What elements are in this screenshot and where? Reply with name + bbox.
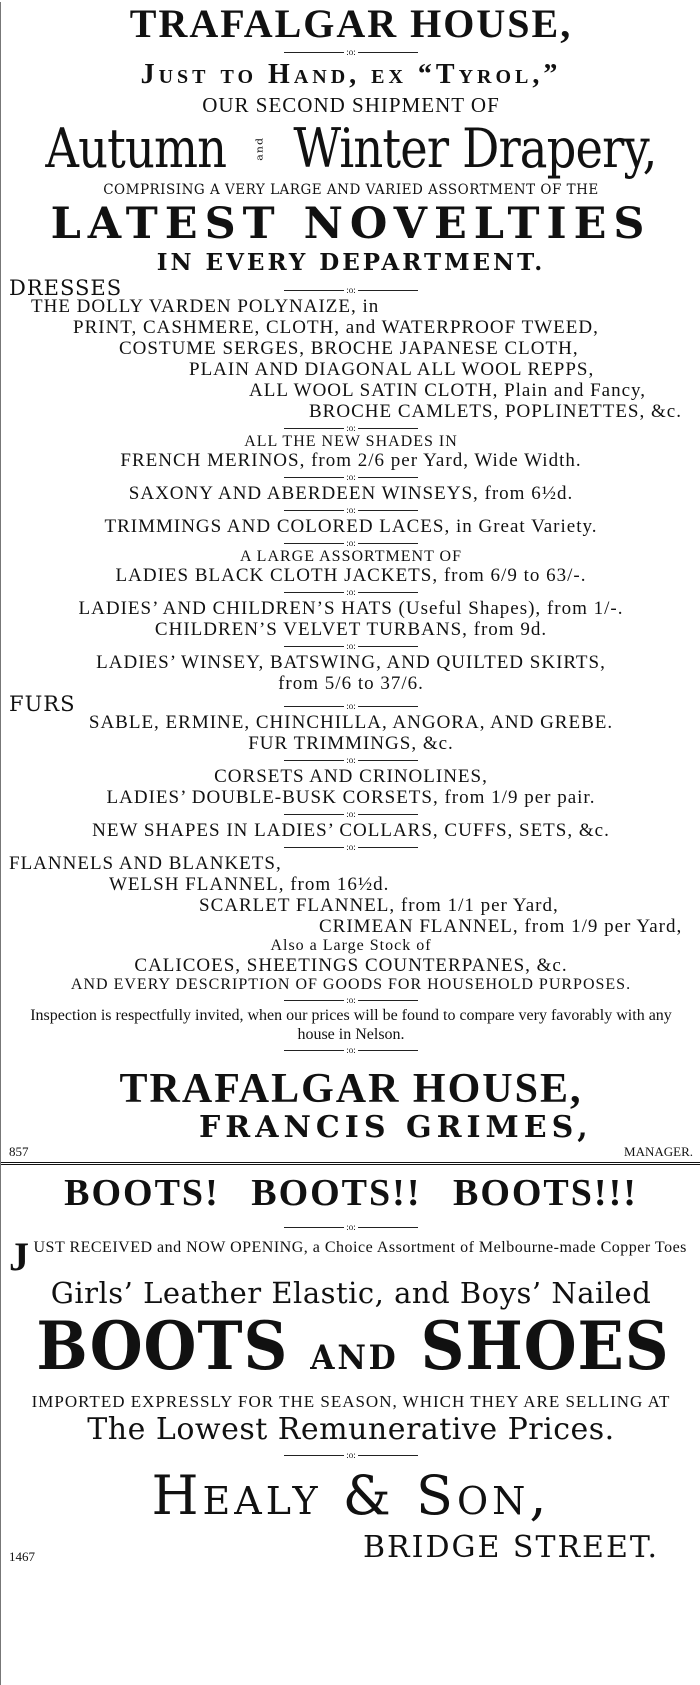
- boots-and-shoes: [36, 1307, 670, 1393]
- separator: :o:: [9, 1221, 693, 1233]
- ad-divider-rule: [1, 1162, 700, 1165]
- merinos-line: FRENCH MERINOS, from 2/6 per Yard, Wide Width.: [120, 450, 582, 471]
- separator: :o:: [9, 471, 693, 483]
- corsets-line: CORSETS AND CRINOLINES,: [214, 766, 488, 787]
- just-to-hand: Just to Hand, ex “Tyrol,”: [140, 59, 562, 90]
- household-line: AND EVERY DESCRIPTION OF GOODS FOR HOUSEHOLD PURPOSES.: [70, 976, 632, 993]
- trimmings-line: TRIMMINGS AND COLORED LACES, in Great Variety.: [104, 516, 598, 537]
- drop-cap: J: [9, 1234, 30, 1279]
- separator: :o:: [9, 537, 693, 549]
- boots-word: BOOTS: [36, 1307, 289, 1385]
- dresses-line: THE DOLLY VARDEN POLYNAIZE, in: [31, 296, 380, 317]
- skirts-line: LADIES’ WINSEY, BATSWING, AND QUILTED SKIRTS,: [96, 652, 606, 673]
- trafalgar-ref-row: [9, 1144, 693, 1160]
- separator: :o:: [9, 808, 693, 820]
- francis-grimes: FRANCIS GRIMES,: [199, 1110, 593, 1145]
- comprising-line: COMPRISING A VERY LARGE AND VARIED ASSORTMENT OF THE: [103, 182, 599, 198]
- separator: :o:: [9, 46, 693, 58]
- welsh-flannel-line: WELSH FLANNEL, from 16½d.: [109, 874, 390, 895]
- merinos-intro: ALL THE NEW SHADES IN: [244, 433, 458, 450]
- imported-line: IMPORTED EXPRESSLY FOR THE SEASON, WHICH THEY ARE SELLING AT: [31, 1392, 671, 1411]
- winseys-line: SAXONY AND ABERDEEN WINSEYS, from 6½d.: [128, 483, 574, 504]
- hats-line: LADIES’ AND CHILDREN’S HATS (Useful Shapes), from 1/-.: [78, 598, 624, 619]
- girls-boys-line: Girls’ Leather Elastic, and Boys’ Nailed: [50, 1276, 652, 1310]
- just-received-text: UST RECEIVED and NOW OPENING, a Choice Assortment of Melbourne-made Copper Toes: [33, 1239, 687, 1256]
- shoes-word: SHOES: [420, 1307, 670, 1385]
- inspection-paragraph: Inspection is respectfully invited, when our prices will be found to compare very favorably with any house in Nelson.: [30, 1007, 672, 1043]
- separator: :o:: [9, 640, 693, 652]
- lowest-prices: The Lowest Remunerative Prices.: [87, 1412, 615, 1447]
- separator: :o:: [9, 422, 693, 434]
- autumn-word: Autumn: [45, 117, 227, 180]
- crimean-flannel-line: CRIMEAN FLANNEL, from 1/9 per Yard,: [319, 916, 683, 937]
- jackets-intro: A LARGE ASSORTMENT OF: [240, 548, 462, 565]
- ad-reference-number: 1467: [9, 1549, 35, 1564]
- double-busk-line: LADIES’ DOUBLE-BUSK CORSETS, from 1/9 per pair.: [106, 787, 596, 808]
- jackets-line: LADIES BLACK CLOTH JACKETS, from 6/9 to 63/-.: [115, 565, 587, 586]
- dresses-heading: DRESSES: [9, 276, 123, 300]
- also-large-stock: Also a Large Stock of: [270, 937, 432, 954]
- trafalgar-title: TRAFALGAR HOUSE,: [129, 1, 573, 46]
- scarlet-flannel-line: SCARLET FLANNEL, from 1/1 per Yard,: [199, 895, 559, 916]
- separator: :o:: [9, 284, 693, 296]
- separator: :o:: [9, 754, 693, 766]
- collars-line: NEW SHAPES IN LADIES’ COLLARS, CUFFS, SETS, &c.: [92, 820, 610, 841]
- dresses-line: ALL WOOL SATIN CLOTH, Plain and Fancy,: [249, 380, 647, 401]
- skirts-price: from 5/6 to 37/6.: [278, 673, 424, 694]
- fur-trimmings-line: FUR TRIMMINGS, &c.: [248, 733, 454, 754]
- flannels-heading: FLANNELS AND BLANKETS,: [9, 853, 282, 874]
- turbans-line: CHILDREN’S VELVET TURBANS, from 9d.: [154, 619, 548, 640]
- autumn-winter-drapery: [45, 117, 657, 180]
- dresses-line: PRINT, CASHMERE, CLOTH, and WATERPROOF TWEED,: [73, 317, 599, 338]
- dresses-line: BROCHE CAMLETS, POPLINETTES, &c.: [309, 401, 682, 422]
- healy-and-son: Healy & Son,: [151, 1464, 551, 1527]
- calicoes-line: CALICOES, SHEETINGS COUNTERPANES, &c.: [134, 955, 568, 976]
- separator: :o:: [9, 586, 693, 598]
- dresses-line: PLAIN AND DIAGONAL ALL WOOL REPPS,: [189, 359, 595, 380]
- furs-heading: FURS: [9, 692, 76, 716]
- furs-line: SABLE, ERMINE, CHINCHILLA, ANGORA, AND GREBE.: [88, 712, 614, 733]
- latest-novelties: LATEST NOVELTIES: [50, 199, 652, 249]
- boots-headline: BOOTS! BOOTS!! BOOTS!!!: [64, 1172, 638, 1214]
- winter-drapery-words: Winter Drapery,: [293, 117, 657, 180]
- every-department: IN EVERY DEPARTMENT.: [156, 249, 546, 276]
- second-shipment: OUR SECOND SHIPMENT OF: [202, 93, 500, 117]
- and-word: AND: [310, 1338, 399, 1378]
- manager-label: MANAGER.: [624, 1144, 693, 1159]
- bridge-row: [9, 1531, 693, 1565]
- separator: :o:: [9, 841, 693, 853]
- ad-reference-number: 857: [9, 1144, 29, 1159]
- separator: :o:: [9, 1044, 693, 1056]
- separator: :o:: [9, 504, 693, 516]
- bridge-street: BRIDGE STREET.: [362, 1530, 659, 1565]
- trafalgar-footer-title: TRAFALGAR HOUSE,: [119, 1066, 583, 1112]
- and-vertical: and: [253, 137, 265, 161]
- separator: :o:: [9, 994, 693, 1006]
- newspaper-column: [0, 2, 700, 1685]
- separator: :o:: [9, 700, 693, 712]
- just-received-paragraph: [9, 1234, 693, 1279]
- dresses-line: COSTUME SERGES, BROCHE JAPANESE CLOTH,: [119, 338, 579, 359]
- separator: :o:: [9, 1449, 693, 1461]
